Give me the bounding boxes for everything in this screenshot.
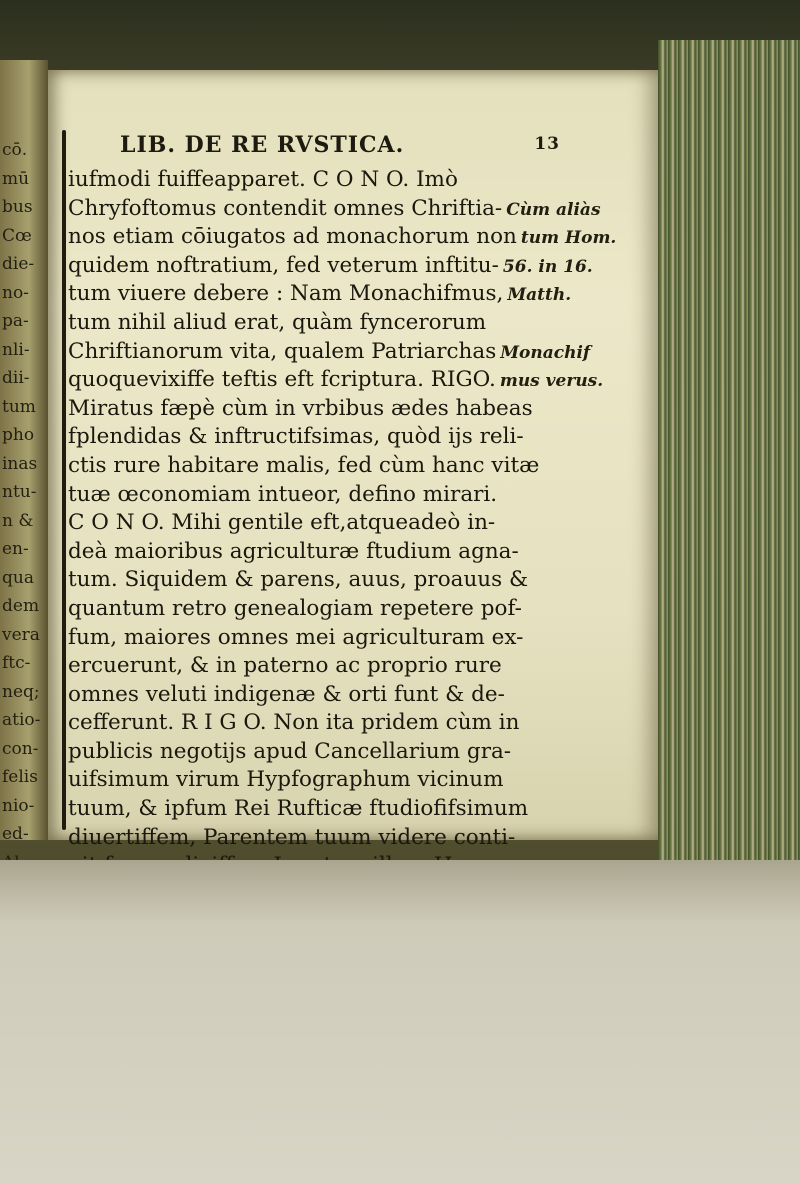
marginal-note: Matth. [507, 285, 572, 306]
text-line [68, 766, 628, 795]
marginal-note: 56. in 16. [502, 256, 593, 277]
text-line [68, 223, 628, 252]
line-text: quoquevixiffe teftis eft fcriptura. RIGO. [68, 367, 496, 393]
line-text: Chriftianorum vita, qualem Patriarchas [68, 338, 497, 364]
line-text: publicis negotijs apud Cancellarium gra- [68, 738, 512, 764]
left-fragment: ftc- [2, 653, 31, 673]
lower-scan-area [0, 860, 800, 1183]
left-fragment: mū [2, 168, 30, 189]
left-margin-fragments [0, 60, 48, 991]
running-head: LIB. DE RE RVSTICA. [120, 132, 405, 158]
text-line [68, 538, 628, 567]
left-fragment: pa- [2, 311, 29, 331]
line-text: Chryfoftomus contendit omnes Chriftia- [68, 195, 503, 221]
text-line [68, 509, 628, 538]
marginal-note: tum Hom. [520, 228, 617, 249]
marginal-note: Monachif [500, 342, 591, 363]
left-fragment: vera [2, 624, 40, 645]
line-text: omnes veluti indigenæ & orti funt & de- [68, 681, 505, 707]
line-text: Miratus fæpè cùm in vrbibus ædes habeas [68, 395, 533, 421]
line-text: tum viuere debere : Nam Monachifmus, [68, 281, 504, 307]
line-text: diuertiffem, Parentem tuum videre conti- [68, 824, 516, 850]
text-line [68, 481, 628, 510]
left-fragment: dem [2, 596, 40, 616]
line-text: tum. Siquidem & parens, auus, proauus & [68, 567, 529, 593]
text-line [68, 309, 628, 338]
text-line [68, 366, 628, 395]
text-line [68, 738, 628, 767]
left-fragment: inas [2, 453, 38, 474]
left-fragment: felis [2, 767, 38, 787]
line-text: iufmodi fuiffeapparet. C O N O. Imò [68, 167, 458, 192]
line-text: C O N O. Mihi gentile eft,atqueadeò in- [68, 510, 496, 536]
left-fragment: nli- [2, 339, 30, 360]
line-text: fplendidas & inftructifsimas, quòd ijs reli- [68, 424, 524, 450]
running-header [120, 132, 560, 166]
left-fragment: cō. [2, 140, 28, 160]
text-line [68, 652, 628, 681]
text-line [68, 709, 628, 738]
left-fragment: Cœ [2, 225, 32, 246]
text-line [68, 280, 628, 309]
left-fragment: n & [2, 510, 34, 531]
text-line [68, 252, 628, 281]
left-fragment: die- [2, 254, 35, 274]
marginal-note: Cùm aliàs [506, 199, 601, 220]
left-facing-page [0, 60, 48, 844]
line-text: nos etiam cōiugatos ad monachorum non [68, 224, 517, 250]
left-fragment: bus [2, 197, 33, 217]
line-text: uifsimum virum Hypfographum vicinum [68, 767, 504, 793]
text-line [68, 824, 628, 853]
left-fragment: nio- [2, 795, 35, 816]
gutter-rule [62, 130, 66, 830]
line-text: tum nihil aliud erat, quàm fyncerorum [68, 309, 487, 335]
text-line [68, 338, 628, 367]
left-fragment: atio- [2, 710, 41, 730]
text-line [68, 566, 628, 595]
line-text: cefferunt. R I G O. Non ita pridem cùm in [68, 710, 520, 736]
line-text: quantum retro genealogiam repetere pof- [68, 595, 522, 621]
text-line [68, 166, 628, 195]
marginal-note: mus verus. [499, 371, 604, 392]
line-text: ercuerunt, & in paterno ac proprio rure [68, 653, 502, 679]
left-fragment: no- [2, 282, 29, 303]
line-text: deà maioribus agriculturæ ftudium agna- [68, 538, 519, 564]
line-text: quidem noftratium, fed veterum inftitu- [68, 252, 499, 278]
line-text: tuæ œconomiam intueor, defino mirari. [68, 481, 498, 507]
text-line [68, 395, 628, 424]
text-line [68, 423, 628, 452]
text-line [68, 681, 628, 710]
left-fragment: ntu- [2, 482, 37, 502]
left-fragment: pho [2, 425, 35, 445]
left-fragment: qua [2, 567, 34, 588]
text-line [68, 795, 628, 824]
book-page [48, 70, 658, 850]
page-fore-edge [658, 40, 800, 860]
text-line [68, 195, 628, 224]
line-text: fum, maiores omnes mei agriculturam ex- [68, 624, 524, 650]
left-fragment: dii- [2, 368, 30, 388]
left-fragment: en- [2, 539, 29, 559]
text-line [68, 595, 628, 624]
line-text: ctis rure habitare malis, fed cùm hanc vitæ [68, 452, 540, 478]
text-line [68, 624, 628, 653]
left-fragment: tum [2, 396, 36, 417]
left-fragment: ed- [2, 824, 29, 844]
line-text: tuum, & ipfum Rei Rufticæ ftudiofifsimum [68, 796, 529, 822]
text-line [68, 452, 628, 481]
left-fragment: neq; [2, 681, 40, 702]
left-fragment: con- [2, 738, 39, 759]
page-number: 13 [534, 134, 560, 154]
